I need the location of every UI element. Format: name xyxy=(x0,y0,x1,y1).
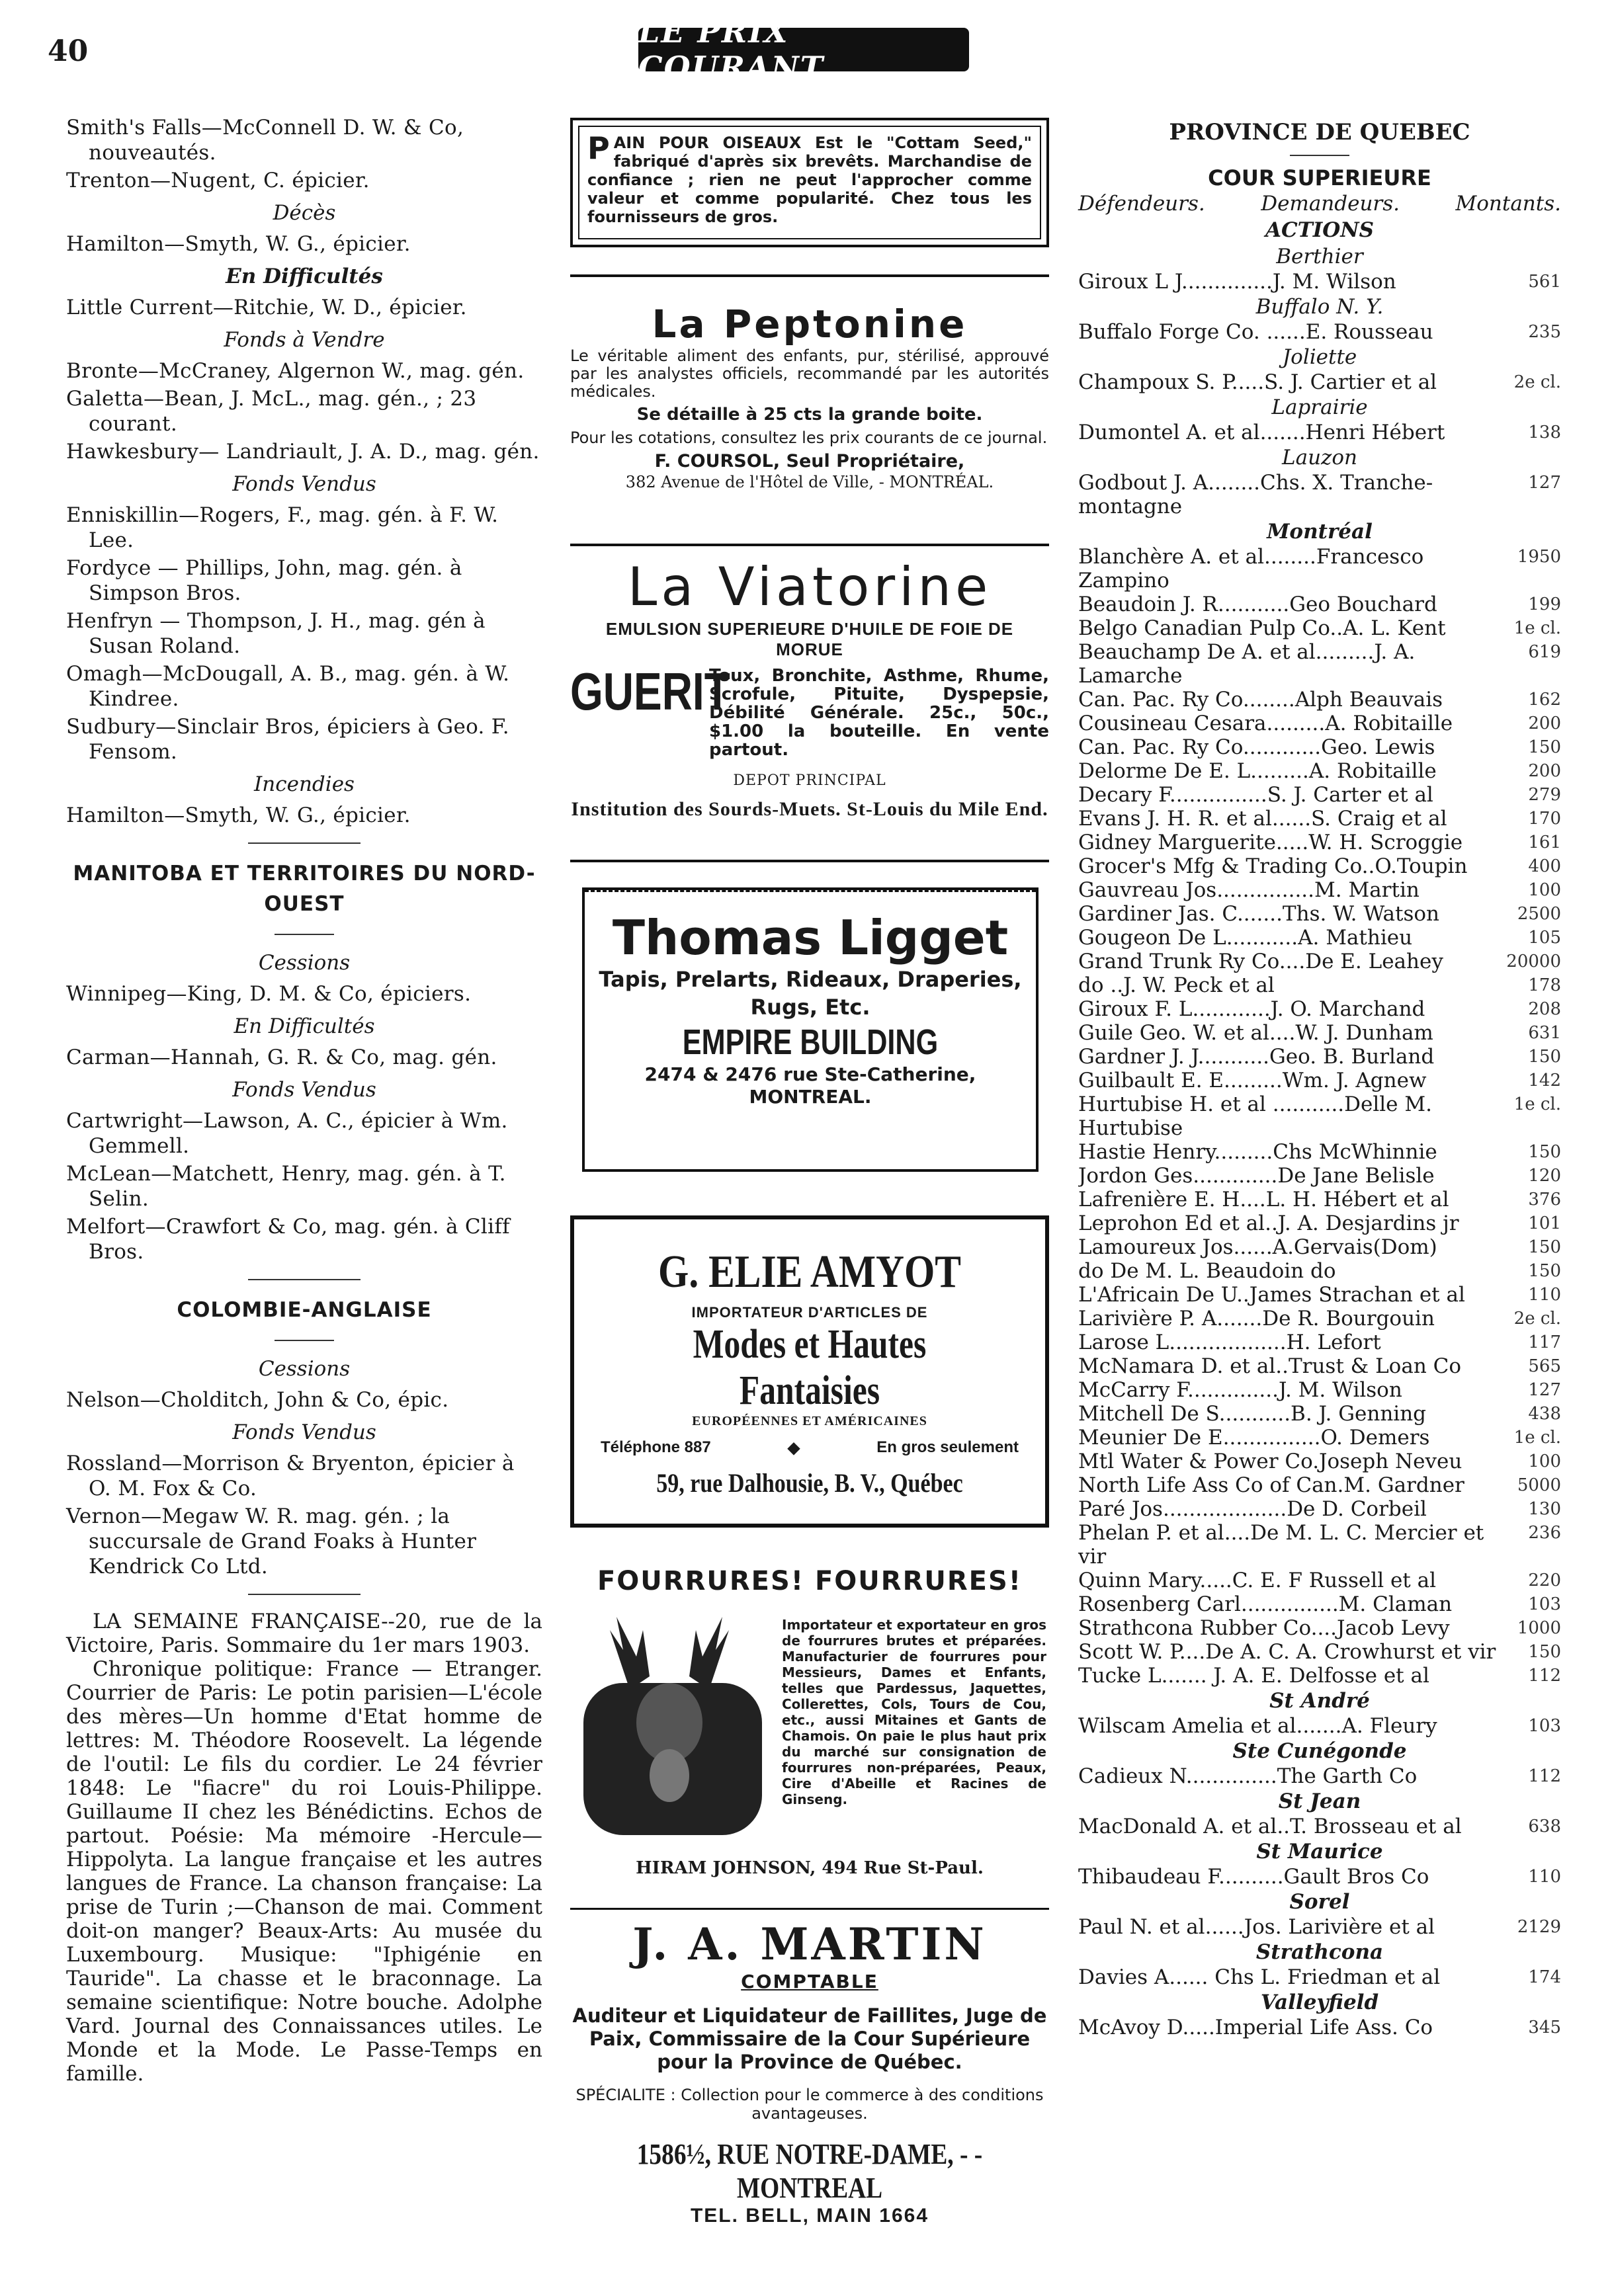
table-row xyxy=(1078,902,1561,926)
parties-cell: Decary F...............S. J. Carter et al xyxy=(1078,783,1433,807)
amount-cell: 619 xyxy=(1528,642,1561,662)
amount-cell: 110 xyxy=(1528,1867,1561,1887)
top-entries xyxy=(66,115,542,193)
table-row xyxy=(1078,1764,1561,1788)
amount-cell: 236 xyxy=(1528,1523,1561,1543)
table-row xyxy=(1078,370,1561,394)
divider xyxy=(275,1340,334,1341)
amount-cell: 1950 xyxy=(1517,547,1561,567)
parties-cell: Hastie Henry.........Chs McWhinnie xyxy=(1078,1140,1437,1164)
table-row xyxy=(1078,1164,1561,1188)
district-heading: Lauzon xyxy=(1282,446,1357,470)
district-heading: Strathcona xyxy=(1255,1940,1384,1964)
list-entry: Hamilton—Smyth, W. G., épicier. xyxy=(66,232,411,256)
table-row xyxy=(1078,1188,1561,1211)
table-row xyxy=(1078,1640,1561,1664)
amount-cell: 438 xyxy=(1528,1404,1561,1424)
amount-cell: 208 xyxy=(1528,999,1561,1019)
parties-cell: McAvoy D.....Imperial Life Ass. Co xyxy=(1078,2016,1433,2039)
parties-cell: L'Africain De U..James Strachan et al xyxy=(1078,1283,1465,1307)
m-cessions-list xyxy=(66,981,542,1006)
amount-cell: 127 xyxy=(1528,1380,1561,1400)
table-row xyxy=(1078,712,1561,735)
m-diff-list xyxy=(66,1045,542,1070)
amount-cell: 1000 xyxy=(1517,1618,1561,1638)
list-entry: Little Current—Ritchie, W. D., épicier. xyxy=(66,296,467,319)
table-row xyxy=(1078,926,1561,950)
table-row xyxy=(1078,1865,1561,1889)
list-entry: Vernon—Megaw W. R. mag. gén. ; la succursale de Grand Foaks à Hunter Kendrick Co Ltd. xyxy=(66,1504,477,1578)
list-entry: Enniskillin—Rogers, F., mag. gén. à F. W. Lee. xyxy=(66,503,499,552)
table-row xyxy=(1078,320,1561,344)
table-row xyxy=(1078,1259,1561,1283)
deces-list xyxy=(66,231,542,257)
amount-cell: 565 xyxy=(1528,1356,1561,1376)
montreal-heading: Montréal xyxy=(1267,520,1373,544)
c-vendus-heading: Fonds Vendus xyxy=(232,1420,376,1444)
header-montants: Montants. xyxy=(1455,192,1561,216)
table-row xyxy=(1078,1450,1561,1473)
table-row xyxy=(1078,1235,1561,1259)
parties-cell: Meunier De E...............O. Demers xyxy=(1078,1426,1430,1450)
amount-cell: 638 xyxy=(1528,1817,1561,1836)
table-row xyxy=(1078,1664,1561,1688)
parties-cell: Guile Geo. W. et al....W. J. Dunham xyxy=(1078,1021,1433,1045)
fourrures-title: FOURRURES! FOURRURES! xyxy=(597,1566,1023,1596)
martin-telephone: TEL. BELL, MAIN 1664 xyxy=(690,2205,929,2227)
district-heading: Berthier xyxy=(1276,245,1363,268)
viatorine-title: La Viatorine xyxy=(627,556,992,618)
amount-cell: 161 xyxy=(1528,833,1561,852)
court-groups xyxy=(1078,243,1561,518)
table-row xyxy=(1078,2016,1561,2039)
amount-cell: 200 xyxy=(1528,761,1561,781)
ad-pain-oiseaux xyxy=(570,118,1049,247)
parties-cell: Mitchell De S...........B. J. Genning xyxy=(1078,1402,1427,1426)
fonds-vendus-heading: Fonds Vendus xyxy=(232,472,376,496)
table-row xyxy=(1078,616,1561,640)
divider xyxy=(248,1279,361,1280)
list-entry: Galetta—Bean, J. McL., mag. gén., ; 23 courant. xyxy=(66,387,477,436)
header-demandeurs: Demandeurs. xyxy=(1261,192,1400,216)
emulsion-line: EMULSION SUPERIEURE D'HUILE DE FOIE DE MORUE xyxy=(605,619,1014,659)
montreal-list xyxy=(1078,545,1561,1688)
table-row xyxy=(1078,1616,1561,1640)
table-row xyxy=(1078,1592,1561,1616)
parties-cell: Gidney Marguerite.....W. H. Scroggie xyxy=(1078,831,1463,854)
list-entry: Carman—Hannah, G. R. & Co, mag. gén. xyxy=(66,1046,497,1069)
table-row xyxy=(1078,735,1561,759)
parties-cell: Paré Jos...................De D. Corbeil xyxy=(1078,1497,1427,1521)
amount-cell: 2129 xyxy=(1517,1917,1561,1937)
semaine-body: Chronique politique: France — Etranger. Courrier de Paris: Le potin parisien—L'école des mères—Un homme d'Etat homme de lettres: M. Théodore Roosevelt. La légende de l'outil: Le fils du cordier. Le 24 février 1848: Le "fiacre" du roi Louis-Philippe. Guillaume II chez les Bénédictins. Echos de partout. Poésie: Ma mémoire -Hercule—Hippolyta. La langue française et les autres langues de France. La chanson française: La prise de Turin ;—Chanson de mai. Comment doit-on manger? Beaux-Arts: Au musée du Luxembourg. Musique: "Iphigénie en Tauride". La chasse et le braconnage. La semaine scientifique: Notre bouche. Adolphe Vard. Journal des Connaissances utiles. Le Monde et la Mode. Le Passe-Temps en famille. xyxy=(66,1657,542,2086)
divider xyxy=(275,934,334,935)
parties-cell: Beauchamp De A. et al.........J. A. Lamarche xyxy=(1078,640,1416,688)
martin-title: J. A. MARTIN xyxy=(632,1918,987,1970)
guerit-word: GUERIT xyxy=(570,662,730,721)
amount-cell: 150 xyxy=(1528,737,1561,757)
amount-cell: 235 xyxy=(1528,322,1561,342)
auditeur-text: Auditeur et Liquidateur de Faillites, Juge de Paix, Commissaire de la Cour Supérieure pour la Province de Québec. xyxy=(572,2004,1047,2073)
amount-cell: 142 xyxy=(1528,1071,1561,1090)
amyot-importateur: IMPORTATEUR D'ARTICLES DE xyxy=(691,1304,928,1321)
parties-cell: Gauvreau Jos...............M. Martin xyxy=(1078,878,1420,902)
amount-cell: 199 xyxy=(1528,594,1561,614)
m-cessions-heading: Cessions xyxy=(258,951,351,975)
province-title: PROVINCE DE QUEBEC xyxy=(1169,119,1470,145)
incendies-heading: Incendies xyxy=(254,772,355,796)
ligget-products: Tapis, Prelarts, Rideaux, Draperies, Rugs, Etc. xyxy=(599,967,1022,1020)
amount-cell: 200 xyxy=(1528,714,1561,733)
parties-cell: Cousineau Cesara.........A. Robitaille xyxy=(1078,712,1453,735)
cour-title: COUR SUPERIEURE xyxy=(1208,165,1431,190)
list-entry: Nelson—Cholditch, John & Co, épic. xyxy=(66,1388,449,1412)
peptonine-title: La Peptonine xyxy=(652,302,968,347)
parties-cell: Thibaudeau F..........Gault Bros Co xyxy=(1078,1865,1429,1889)
district-heading: St Maurice xyxy=(1256,1840,1383,1864)
amount-cell: 631 xyxy=(1528,1023,1561,1043)
parties-cell: Davies A...... Chs L. Friedman et al xyxy=(1078,1965,1441,1989)
amount-cell: 138 xyxy=(1528,423,1561,442)
fourrures-text: Importateur et exportateur en gros de fourrures brutes et préparées. Manufacturier de fourrures pour Messieurs, Dames et Enfants, telles que Pardessus, Jaquettes, Collerettes, Cols, Tours de Cou, etc., aussi Mitaines et Gants de Chamois. On paie le plus haut prix du marché sur consignation de fourrures non-préparées, Peaux, Cire d'Abeille et Racines de Ginseng. xyxy=(782,1617,1046,1807)
actions-heading: ACTIONS xyxy=(1265,218,1375,242)
amount-cell: 174 xyxy=(1528,1967,1561,1987)
parties-cell: MacDonald A. et al..T. Brosseau et al xyxy=(1078,1815,1462,1838)
table-row xyxy=(1078,1965,1561,1989)
amyot-title: G. ELIE AMYOT xyxy=(658,1247,961,1297)
amount-cell: 130 xyxy=(1528,1499,1561,1519)
parties-cell: Giroux F. L............J. O. Marchand xyxy=(1078,997,1425,1021)
parties-cell: Lamoureux Jos......A.Gervais(Dom) xyxy=(1078,1235,1437,1259)
district-heading: Valleyfield xyxy=(1260,1990,1379,2014)
parties-cell: do ..J. W. Peck et al xyxy=(1078,973,1275,997)
table-row xyxy=(1078,1140,1561,1164)
amount-cell: 170 xyxy=(1528,809,1561,829)
table-row xyxy=(1078,1021,1561,1045)
list-entry: Cartwright—Lawson, A. C., épicier à Wm. Gemmell. xyxy=(66,1109,508,1158)
amount-cell: 103 xyxy=(1528,1716,1561,1736)
list-entry: McLean—Matchett, Henry, mag. gén. à T. Selin. xyxy=(66,1162,506,1211)
masthead-logo: LE PRIX COURANT xyxy=(638,28,969,71)
stag-illustration-icon xyxy=(570,1604,769,1842)
table-row xyxy=(1078,1069,1561,1092)
diamond-icon: ◆ xyxy=(787,1439,800,1457)
depot-line: DEPOT PRINCIPAL xyxy=(733,772,886,789)
district-heading: St Jean xyxy=(1278,1789,1361,1813)
amyot-address: 59, rue Dalhousie, B. V., Québec xyxy=(656,1468,963,1498)
amount-cell: 220 xyxy=(1528,1571,1561,1590)
ad-peptonine xyxy=(570,301,1049,491)
parties-cell: Hurtubise H. et al ...........Delle M. Hurtubise xyxy=(1078,1092,1432,1140)
table-row xyxy=(1078,807,1561,831)
semaine-intro: LA SEMAINE FRANÇAISE--20, rue de la Victoire, Paris. Sommaire du 1er mars 1903. xyxy=(66,1610,542,1657)
parties-cell: Evans J. H. R. et al......S. Craig et al xyxy=(1078,807,1447,831)
amount-cell: 100 xyxy=(1528,880,1561,900)
parties-cell: Quinn Mary.....C. E. F Russell et al xyxy=(1078,1569,1437,1592)
amount-cell: 150 xyxy=(1528,1261,1561,1281)
parties-cell: Gardiner Jas. C.......Ths. W. Watson xyxy=(1078,902,1439,926)
amount-cell: 127 xyxy=(1528,473,1561,493)
list-entry: Bronte—McCraney, Algernon W., mag. gén. xyxy=(66,359,525,383)
parties-cell: Tucke L....... J. A. E. Delfosse et al xyxy=(1078,1664,1429,1688)
amyot-telephone: Téléphone 887 xyxy=(601,1438,711,1456)
table-row xyxy=(1078,831,1561,854)
table-row xyxy=(1078,1307,1561,1331)
parties-cell: Grand Trunk Ry Co....De E. Leahey xyxy=(1078,950,1443,973)
c-cessions-list xyxy=(66,1387,542,1413)
amount-cell: 162 xyxy=(1528,690,1561,710)
difficultes-heading: En Difficultés xyxy=(226,265,383,288)
divider xyxy=(570,1908,1049,1910)
amyot-gros: En gros seulement xyxy=(876,1438,1019,1456)
amount-cell: 178 xyxy=(1528,975,1561,995)
parties-cell: Strathcona Rubber Co....Jacob Levy xyxy=(1078,1616,1450,1640)
amount-cell: 112 xyxy=(1528,1666,1561,1686)
ligget-title: Thomas Ligget xyxy=(612,910,1009,965)
parties-cell: North Life Ass Co of Can.M. Gardner xyxy=(1078,1473,1464,1497)
parties-cell: Phelan P. et al....De M. L. C. Mercier et vir xyxy=(1078,1521,1484,1569)
parties-cell: Wilscam Amelia et al.......A. Fleury xyxy=(1078,1714,1437,1738)
amount-cell: 103 xyxy=(1528,1594,1561,1614)
other-districts xyxy=(1078,1688,1561,2039)
parties-cell: Leprohon Ed et al..J. A. Desjardins jr xyxy=(1078,1211,1459,1235)
amount-cell: 400 xyxy=(1528,856,1561,876)
parties-cell: Can. Pac. Ry Co........Alph Beauvais xyxy=(1078,688,1443,712)
header-defendeurs: Défendeurs. xyxy=(1078,192,1205,216)
empire-building: EMPIRE BUILDING xyxy=(682,1022,939,1062)
table-row xyxy=(1078,1331,1561,1354)
list-entry: Trenton—Nugent, C. épicier. xyxy=(66,169,370,192)
table-row xyxy=(1078,1354,1561,1378)
amount-cell: 117 xyxy=(1528,1332,1561,1352)
parties-cell: Scott W. P....De A. C. A. Crowhurst et vir xyxy=(1078,1640,1496,1664)
deces-heading: Décès xyxy=(273,201,336,225)
parties-cell: Blanchère A. et al........Francesco Zampino xyxy=(1078,545,1424,593)
ad-viatorine xyxy=(570,555,1049,821)
table-row xyxy=(1078,878,1561,902)
ad-fourrures xyxy=(570,1564,1049,1895)
amount-cell: 150 xyxy=(1528,1642,1561,1662)
divider xyxy=(1290,155,1349,156)
parties-cell: Rosenberg Carl...............M. Claman xyxy=(1078,1592,1453,1616)
fonds-vendus-list xyxy=(66,503,542,764)
table-row xyxy=(1078,1521,1561,1569)
table-row xyxy=(1078,1473,1561,1497)
parties-cell: Mtl Water & Power Co.Joseph Neveu xyxy=(1078,1450,1463,1473)
difficultes-list xyxy=(66,295,542,320)
divider xyxy=(248,1594,361,1595)
peptonine-owner: F. COURSOL, Seul Propriétaire, xyxy=(654,451,965,472)
hiram-johnson: HIRAM JOHNSON, 494 Rue St-Paul. xyxy=(636,1858,984,1878)
parties-cell: Jordon Ges.............De Jane Belisle xyxy=(1078,1164,1435,1188)
table-row xyxy=(1078,950,1561,973)
border-ornament xyxy=(585,890,1036,899)
parties-cell: Godbout J. A........Chs. X. Tranche-montagne xyxy=(1078,471,1433,518)
table-row xyxy=(1078,1402,1561,1426)
district-heading: Laprairie xyxy=(1271,395,1368,419)
amount-cell: 1e cl. xyxy=(1513,1428,1561,1448)
institution-line: Institution des Sourds-Muets. St-Louis du Mile End. xyxy=(571,798,1048,820)
amount-cell: 561 xyxy=(1528,272,1561,292)
fonds-vendre-heading: Fonds à Vendre xyxy=(224,328,385,352)
amount-cell: 150 xyxy=(1528,1047,1561,1067)
table-row xyxy=(1078,1915,1561,1939)
parties-cell: Grocer's Mfg & Trading Co..O.Toupin xyxy=(1078,854,1468,878)
parties-cell: Champoux S. P.....S. J. Cartier et al xyxy=(1078,370,1437,394)
amount-cell: 101 xyxy=(1528,1213,1561,1233)
amount-cell: 112 xyxy=(1528,1766,1561,1786)
ad-elie-amyot xyxy=(570,1215,1049,1528)
district-heading: Buffalo N. Y. xyxy=(1255,295,1384,319)
table-row xyxy=(1078,1426,1561,1450)
list-entry: Sudbury—Sinclair Bros, épiciers à Geo. F. Fensom. xyxy=(66,715,509,764)
district-heading: Sorel xyxy=(1289,1890,1350,1914)
manitoba-title: MANITOBA ET TERRITOIRES DU NORD-OUEST xyxy=(73,862,536,916)
page-number: 40 xyxy=(48,34,89,68)
divider xyxy=(570,544,1049,546)
m-vendus-heading: Fonds Vendus xyxy=(232,1078,376,1102)
district-heading: St André xyxy=(1269,1689,1370,1713)
peptonine-cotations: Pour les cotations, consultez les prix courants de ce journal. xyxy=(570,429,1048,447)
peptonine-address: 382 Avenue de l'Hôtel de Ville, - MONTRÉAL. xyxy=(625,473,994,491)
amount-cell: 110 xyxy=(1528,1285,1561,1305)
ad-thomas-ligget xyxy=(582,887,1039,1172)
amount-cell: 2500 xyxy=(1517,904,1561,924)
parties-cell: Cadieux N..............The Garth Co xyxy=(1078,1764,1418,1788)
parties-cell: Belgo Canadian Pulp Co..A. L. Kent xyxy=(1078,616,1446,640)
list-entry: Winnipeg—King, D. M. & Co, épiciers. xyxy=(66,982,472,1006)
peptonine-price: Se détaille à 25 cts la grande boite. xyxy=(636,405,983,425)
list-entry: Hawkesbury— Landriault, J. A. D., mag. gén. xyxy=(66,440,540,464)
table-row xyxy=(1078,640,1561,688)
list-entry: Smith's Falls—McConnell D. W. & Co, nouveautés. xyxy=(66,116,464,165)
table-row xyxy=(1078,421,1561,444)
table-row xyxy=(1078,759,1561,783)
parties-cell: Giroux L J..............J. M. Wilson xyxy=(1078,270,1396,294)
table-row xyxy=(1078,854,1561,878)
peptonine-text: Le véritable aliment des enfants, pur, stérilisé, approuvé par les analystes officiels, recommandé par les autorités médicales. xyxy=(570,347,1049,401)
ad1-text: AIN POUR OISEAUX Est le "Cottam Seed," fabriqué d'après six brevêts. Marchandise de confiance ; rien ne peut l'approcher comme valeur et comme popularité. Chez tous les fournisseurs de gros. xyxy=(587,134,1032,226)
table-row xyxy=(1078,1497,1561,1521)
parties-cell: Lafrenière E. H....L. H. Hébert et al xyxy=(1078,1188,1449,1211)
table-row xyxy=(1078,1283,1561,1307)
amount-cell: 20000 xyxy=(1506,952,1561,971)
parties-cell: Gardner J. J...........Geo. B. Burland xyxy=(1078,1045,1435,1069)
amount-cell: 2e cl. xyxy=(1513,1309,1561,1329)
table-row xyxy=(1078,688,1561,712)
parties-cell: Larivière P. A.......De R. Bourgouin xyxy=(1078,1307,1435,1331)
parties-cell: Guilbault E. E.........Wm. J. Agnew xyxy=(1078,1069,1427,1092)
list-entry: Hamilton—Smyth, W. G., épicier. xyxy=(66,803,411,827)
amount-cell: 1e cl. xyxy=(1513,618,1561,638)
table-row xyxy=(1078,1211,1561,1235)
dropcap: P xyxy=(587,130,610,166)
amount-cell: 120 xyxy=(1528,1166,1561,1186)
list-entry: Rossland—Morrison & Bryenton, épicier à O. M. Fox & Co. xyxy=(66,1452,515,1500)
divider xyxy=(248,842,361,844)
amount-cell: 376 xyxy=(1528,1190,1561,1210)
table-row xyxy=(1078,1815,1561,1838)
table-row xyxy=(1078,1045,1561,1069)
list-entry: Henfryn — Thompson, J. H., mag. gén à Susan Roland. xyxy=(66,609,486,658)
fonds-vendre-list xyxy=(66,358,542,464)
ad-ja-martin xyxy=(570,1918,1049,2227)
europ-line: EUROPÉENNES ET AMÉRICAINES xyxy=(692,1414,927,1428)
parties-cell: Paul N. et al......Jos. Larivière et al xyxy=(1078,1915,1435,1939)
amount-cell: 100 xyxy=(1528,1452,1561,1471)
district-heading: Joliette xyxy=(1282,345,1357,369)
table-row xyxy=(1078,1569,1561,1592)
table-row xyxy=(1078,1714,1561,1738)
ligget-address: 2474 & 2476 rue Ste-Catherine, MONTREAL. xyxy=(644,1063,976,1108)
amount-cell: 5000 xyxy=(1517,1475,1561,1495)
list-entry: Omagh—McDougall, A. B., mag. gén. à W. Kindree. xyxy=(66,662,510,711)
divider xyxy=(570,274,1049,277)
list-entry: Melfort—Crawfort & Co, mag. gén. à Cliff Bros. xyxy=(66,1215,510,1264)
parties-cell: Buffalo Forge Co. ......E. Rousseau xyxy=(1078,320,1433,344)
colombie-title: COLOMBIE-ANGLAISE xyxy=(177,1298,432,1322)
parties-cell: do De M. L. Beaudoin do xyxy=(1078,1259,1336,1283)
c-cessions-heading: Cessions xyxy=(258,1357,351,1381)
amount-cell: 2e cl. xyxy=(1513,372,1561,392)
table-row xyxy=(1078,973,1561,997)
column-3 xyxy=(1078,112,1561,2039)
divider xyxy=(570,860,1049,862)
parties-cell: Larose L..................H. Lefort xyxy=(1078,1331,1381,1354)
parties-cell: Beaudoin J. R...........Geo Bouchard xyxy=(1078,593,1437,616)
parties-cell: McNamara D. et al..Trust & Loan Co xyxy=(1078,1354,1462,1378)
comptable-label: COMPTABLE xyxy=(741,1971,878,1992)
amount-cell: 150 xyxy=(1528,1142,1561,1162)
amount-cell: 279 xyxy=(1528,785,1561,805)
m-diff-heading: En Difficultés xyxy=(233,1014,375,1038)
parties-cell: Dumontel A. et al.......Henri Hébert xyxy=(1078,421,1445,444)
modes-line: Modes et Hautes Fantaisies xyxy=(693,1322,927,1413)
amount-cell: 345 xyxy=(1528,2018,1561,2037)
table-row xyxy=(1078,783,1561,807)
parties-cell: Delorme De E. L.........A. Robitaille xyxy=(1078,759,1437,783)
guerit-text: Toux, Bronchite, Asthme, Rhume, Scrofule, Pituite, Dyspepsie, Débilité Générale. 25c., 50c., $1.00 la bouteille. En vente partout. xyxy=(709,666,1049,760)
table-row xyxy=(1078,545,1561,593)
table-row xyxy=(1078,471,1561,518)
amount-cell: 1e cl. xyxy=(1513,1094,1561,1114)
list-entry: Fordyce — Phillips, John, mag. gén. à Simpson Bros. xyxy=(66,556,462,605)
parties-cell: Gougeon De L...........A. Mathieu xyxy=(1078,926,1413,950)
table-row xyxy=(1078,997,1561,1021)
c-vendus-list xyxy=(66,1451,542,1579)
parties-cell: Can. Pac. Ry Co............Geo. Lewis xyxy=(1078,735,1435,759)
table-row xyxy=(1078,593,1561,616)
column-1 xyxy=(66,112,542,2086)
amount-cell: 150 xyxy=(1528,1237,1561,1257)
district-heading: Ste Cunégonde xyxy=(1232,1739,1407,1763)
m-vendus-list xyxy=(66,1108,542,1264)
table-row xyxy=(1078,270,1561,294)
table-row xyxy=(1078,1378,1561,1402)
amount-cell: 105 xyxy=(1528,928,1561,948)
parties-cell: McCarry F..............J. M. Wilson xyxy=(1078,1378,1402,1402)
martin-address: 1586½, RUE NOTRE-DAME, - - MONTREAL xyxy=(636,2138,983,2204)
incendies-list xyxy=(66,803,542,828)
table-row xyxy=(1078,1092,1561,1140)
specialite-text: SPÉCIALITE : Collection pour le commerce à des conditions avantageuses. xyxy=(575,2086,1044,2123)
